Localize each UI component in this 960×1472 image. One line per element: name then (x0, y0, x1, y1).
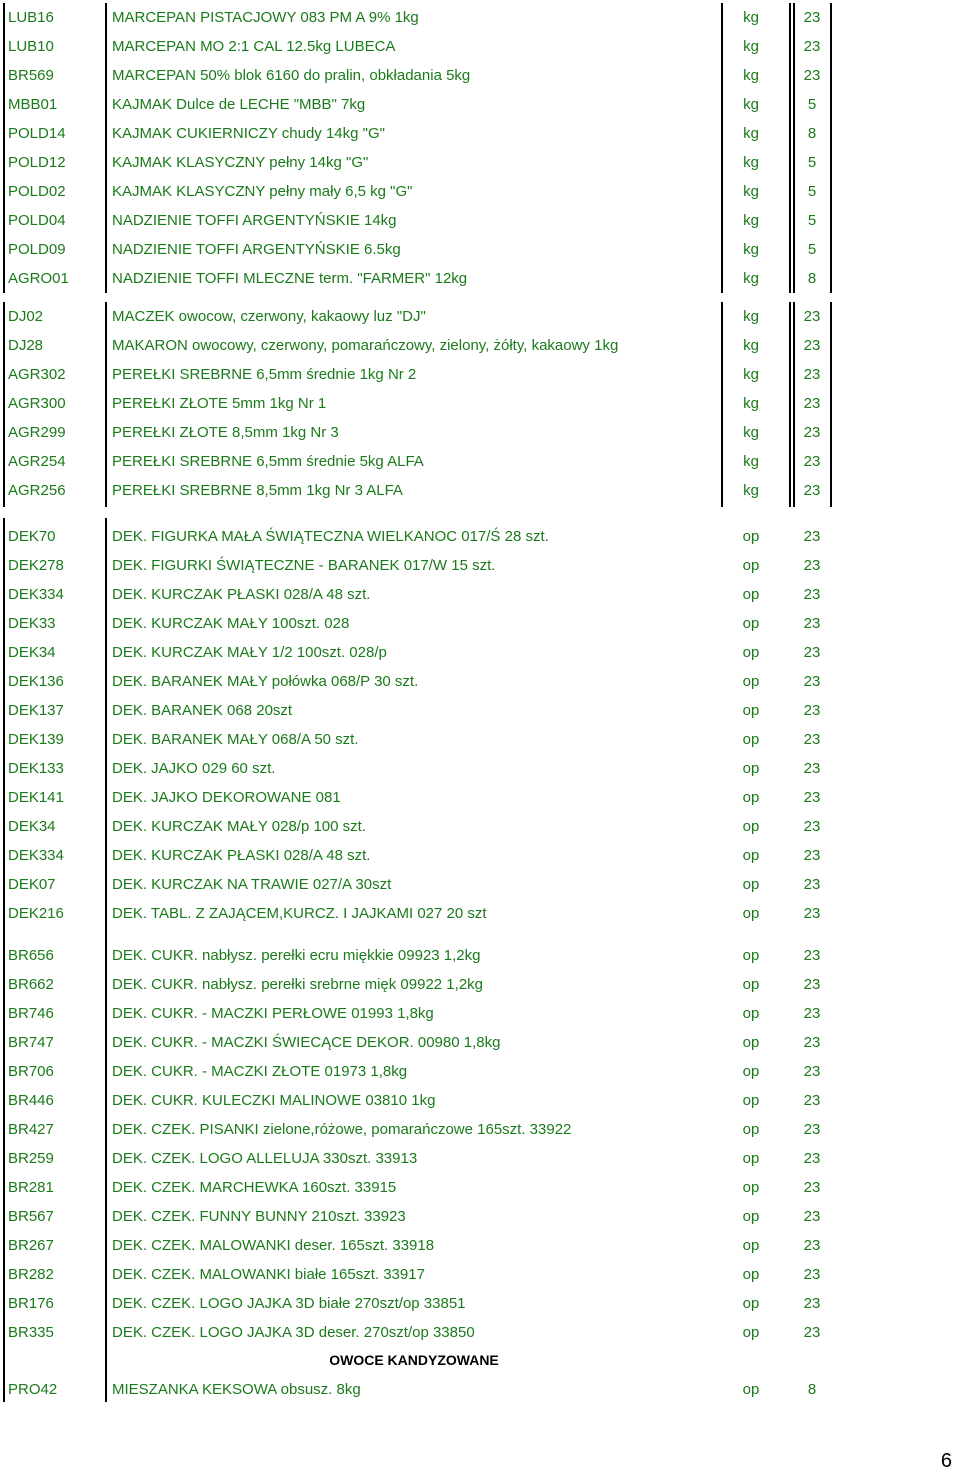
product-unit: kg (743, 154, 759, 171)
product-unit: op (742, 644, 760, 661)
product-row (0, 1173, 960, 1202)
product-unit: op (742, 847, 760, 864)
product-vat-rate: 5 (807, 212, 817, 229)
product-vat-rate: 23 (803, 615, 821, 632)
product-row (0, 1028, 960, 1057)
product-row (0, 1086, 960, 1115)
product-vat-rate: 5 (807, 183, 817, 200)
product-unit: op (742, 1092, 760, 1109)
product-code: DEK334 (8, 847, 64, 864)
product-vat-rate: 23 (803, 424, 821, 441)
product-code: DEK141 (8, 789, 64, 806)
product-description: DEK. CZEK. LOGO JAJKA 3D białe 270szt/op 33851 (112, 1295, 466, 1312)
product-unit: op (742, 615, 760, 632)
product-row (0, 331, 960, 360)
product-vat-rate: 23 (803, 702, 821, 719)
product-code: DEK33 (8, 615, 56, 632)
product-unit: kg (743, 125, 759, 142)
product-row (0, 754, 960, 783)
product-code: BR267 (8, 1237, 54, 1254)
product-unit: op (742, 1266, 760, 1283)
product-row (0, 177, 960, 206)
product-row (0, 1375, 960, 1404)
product-description: KAJMAK Dulce de LECHE "MBB" 7kg (112, 96, 366, 113)
product-description: DEK. BARANEK MAŁY połówka 068/P 30 szt. (112, 673, 419, 690)
product-row (0, 941, 960, 970)
product-vat-rate: 8 (807, 270, 817, 287)
page-number: 6 (940, 1450, 952, 1472)
product-description: DEK. KURCZAK PŁASKI 028/A 48 szt. (112, 586, 371, 603)
product-vat-rate: 23 (803, 1034, 821, 1051)
product-description: DEK. KURCZAK PŁASKI 028/A 48 szt. (112, 847, 371, 864)
product-code: DEK34 (8, 644, 56, 661)
product-description: DEK. KURCZAK MAŁY 028/p 100 szt. (112, 818, 366, 835)
product-row (0, 870, 960, 899)
product-vat-rate: 23 (803, 976, 821, 993)
product-row (0, 90, 960, 119)
product-vat-rate: 23 (803, 876, 821, 893)
product-unit: op (742, 731, 760, 748)
product-description: DEK. TABL. Z ZAJĄCEM,KURCZ. I JAJKAMI 027 20 szt (112, 905, 487, 922)
product-description: NADZIENIE TOFFI ARGENTYŃSKIE 6.5kg (112, 241, 401, 258)
product-code: AGRO01 (8, 270, 69, 287)
product-row (0, 580, 960, 609)
product-vat-rate: 23 (803, 1324, 821, 1341)
product-code: POLD02 (8, 183, 66, 200)
product-description: DEK. CZEK. LOGO JAJKA 3D deser. 270szt/op 33850 (112, 1324, 475, 1341)
product-vat-rate: 23 (803, 644, 821, 661)
product-row (0, 899, 960, 928)
product-vat-rate: 23 (803, 1208, 821, 1225)
product-code: BR656 (8, 947, 54, 964)
product-vat-rate: 5 (807, 241, 817, 258)
product-unit: op (742, 1295, 760, 1312)
product-unit: kg (743, 366, 759, 383)
product-description: KAJMAK CUKIERNICZY chudy 14kg "G" (112, 125, 385, 142)
product-code: POLD14 (8, 125, 66, 142)
product-row (0, 235, 960, 264)
product-code: AGR254 (8, 453, 66, 470)
product-vat-rate: 23 (803, 731, 821, 748)
product-description: PEREŁKI ZŁOTE 8,5mm 1kg Nr 3 (112, 424, 339, 441)
product-code: DEK139 (8, 731, 64, 748)
product-code: AGR302 (8, 366, 66, 383)
product-row (0, 360, 960, 389)
product-row (0, 389, 960, 418)
product-description: DEK. CZEK. LOGO ALLELUJA 330szt. 33913 (112, 1150, 418, 1167)
product-unit: op (742, 702, 760, 719)
product-description: DEK. CUKR. - MACZKI ZŁOTE 01973 1,8kg (112, 1063, 408, 1080)
product-vat-rate: 23 (803, 1121, 821, 1138)
product-code: BR746 (8, 1005, 54, 1022)
product-code: DEK136 (8, 673, 64, 690)
product-unit: kg (743, 96, 759, 113)
product-unit: kg (743, 270, 759, 287)
product-code: BR569 (8, 67, 54, 84)
product-description: PEREŁKI SREBRNE 6,5mm średnie 5kg ALFA (112, 453, 424, 470)
product-description: MARCEPAN PISTACJOWY 083 PM A 9% 1kg (112, 9, 419, 26)
product-unit: kg (743, 212, 759, 229)
product-code: BR281 (8, 1179, 54, 1196)
product-vat-rate: 23 (803, 789, 821, 806)
product-description: DEK. JAJKO DEKOROWANE 081 (112, 789, 341, 806)
product-unit: kg (743, 424, 759, 441)
product-description: NADZIENIE TOFFI MLECZNE term. "FARMER" 12kg (112, 270, 468, 287)
product-code: DEK34 (8, 818, 56, 835)
product-row (0, 812, 960, 841)
product-vat-rate: 23 (803, 1063, 821, 1080)
product-row (0, 551, 960, 580)
product-code: DEK70 (8, 528, 56, 545)
product-row (0, 447, 960, 476)
product-unit: op (742, 818, 760, 835)
product-description: MARCEPAN MO 2:1 CAL 12.5kg LUBECA (112, 38, 396, 55)
product-code: DJ28 (8, 337, 44, 354)
product-row (0, 264, 960, 293)
product-unit: op (742, 673, 760, 690)
product-vat-rate: 23 (803, 818, 821, 835)
product-vat-rate: 23 (803, 947, 821, 964)
product-vat-rate: 23 (803, 1266, 821, 1283)
product-vat-rate: 23 (803, 847, 821, 864)
product-vat-rate: 23 (803, 482, 821, 499)
product-vat-rate: 23 (803, 760, 821, 777)
product-vat-rate: 23 (803, 905, 821, 922)
product-description: DEK. CUKR. nabłysz. perełki ecru miękkie 09923 1,2kg (112, 947, 481, 964)
product-row (0, 696, 960, 725)
product-description: DEK. CZEK. MALOWANKI deser. 165szt. 33918 (112, 1237, 435, 1254)
product-row (0, 667, 960, 696)
product-code: DEK334 (8, 586, 64, 603)
product-description: PEREŁKI SREBRNE 8,5mm 1kg Nr 3 ALFA (112, 482, 403, 499)
product-unit: op (742, 1121, 760, 1138)
product-unit: op (742, 905, 760, 922)
product-code: BR335 (8, 1324, 54, 1341)
product-code: POLD09 (8, 241, 66, 258)
product-description: NADZIENIE TOFFI ARGENTYŃSKIE 14kg (112, 212, 397, 229)
product-code: POLD04 (8, 212, 66, 229)
product-row (0, 32, 960, 61)
product-description: DEK. BARANEK 068 20szt (112, 702, 293, 719)
product-unit: op (742, 1208, 760, 1225)
product-vat-rate: 23 (803, 337, 821, 354)
product-row (0, 522, 960, 551)
product-description: DEK. CUKR. KULECZKI MALINOWE 03810 1kg (112, 1092, 436, 1109)
product-row (0, 418, 960, 447)
product-vat-rate: 23 (803, 1295, 821, 1312)
product-code: DEK216 (8, 905, 64, 922)
product-vat-rate: 23 (803, 586, 821, 603)
product-vat-rate: 23 (803, 528, 821, 545)
product-code: POLD12 (8, 154, 66, 171)
product-description: DEK. FIGURKI ŚWIĄTECZNE - BARANEK 017/W 15 szt. (112, 557, 496, 574)
product-unit: op (742, 947, 760, 964)
product-code: BR446 (8, 1092, 54, 1109)
product-row (0, 970, 960, 999)
product-vat-rate: 23 (803, 366, 821, 383)
product-description: DEK. CZEK. MARCHEWKA 160szt. 33915 (112, 1179, 397, 1196)
product-vat-rate: 23 (803, 453, 821, 470)
product-vat-rate: 23 (803, 38, 821, 55)
product-code: DEK07 (8, 876, 56, 893)
product-row (0, 999, 960, 1028)
product-vat-rate: 23 (803, 9, 821, 26)
product-unit: op (742, 1063, 760, 1080)
product-row (0, 1144, 960, 1173)
product-code: PRO42 (8, 1381, 58, 1398)
product-vat-rate: 23 (803, 673, 821, 690)
product-vat-rate: 23 (803, 1150, 821, 1167)
product-unit: op (742, 528, 760, 545)
product-code: BR282 (8, 1266, 54, 1283)
product-description: DEK. CZEK. MALOWANKI białe 165szt. 33917 (112, 1266, 425, 1283)
product-description: DEK. CUKR. - MACZKI PERŁOWE 01993 1,8kg (112, 1005, 434, 1022)
product-code: DJ02 (8, 308, 44, 325)
product-row (0, 725, 960, 754)
product-code: DEK278 (8, 557, 64, 574)
product-vat-rate: 5 (807, 96, 817, 113)
product-unit: kg (743, 482, 759, 499)
product-code: BR567 (8, 1208, 54, 1225)
product-description: DEK. CZEK. FUNNY BUNNY 210szt. 33923 (112, 1208, 406, 1225)
product-vat-rate: 23 (803, 1005, 821, 1022)
product-code: BR176 (8, 1295, 54, 1312)
product-unit: kg (743, 308, 759, 325)
product-row (0, 783, 960, 812)
section-heading: OWOCE KANDYZOWANE (329, 1352, 499, 1368)
product-unit: kg (743, 9, 759, 26)
product-unit: op (742, 1381, 760, 1398)
product-code: BR706 (8, 1063, 54, 1080)
product-code: AGR256 (8, 482, 66, 499)
product-description: MAKARON owocowy, czerwony, pomarańczowy, zielony, żółty, kakaowy 1kg (112, 337, 619, 354)
product-vat-rate: 8 (807, 1381, 817, 1398)
product-code: LUB10 (8, 38, 54, 55)
product-row (0, 3, 960, 32)
product-description: DEK. KURCZAK MAŁY 1/2 100szt. 028/p (112, 644, 387, 661)
product-row (0, 1115, 960, 1144)
product-description: DEK. CUKR. nabłysz. perełki srebrne mięk 09922 1,2kg (112, 976, 484, 993)
product-vat-rate: 23 (803, 1092, 821, 1109)
product-vat-rate: 23 (803, 1179, 821, 1196)
product-description: MACZEK owocow, czerwony, kakaowy luz "DJ" (112, 308, 426, 325)
product-description: PEREŁKI SREBRNE 6,5mm średnie 1kg Nr 2 (112, 366, 417, 383)
product-unit: op (742, 789, 760, 806)
product-unit: kg (743, 241, 759, 258)
product-row (0, 638, 960, 667)
product-row (0, 1318, 960, 1347)
product-code: BR259 (8, 1150, 54, 1167)
product-unit: op (742, 586, 760, 603)
product-description: DEK. CZEK. PISANKI zielone,różowe, pomarańczowe 165szt. 33922 (112, 1121, 572, 1138)
product-description: DEK. KURCZAK NA TRAWIE 027/A 30szt (112, 876, 392, 893)
product-unit: op (742, 1179, 760, 1196)
product-unit: op (742, 976, 760, 993)
product-vat-rate: 23 (803, 67, 821, 84)
product-unit: op (742, 557, 760, 574)
product-unit: op (742, 876, 760, 893)
product-vat-rate: 5 (807, 154, 817, 171)
product-row (0, 148, 960, 177)
product-description: MIESZANKA KEKSOWA obsusz. 8kg (112, 1381, 361, 1398)
product-code: AGR300 (8, 395, 66, 412)
product-vat-rate: 8 (807, 125, 817, 142)
product-row (0, 1202, 960, 1231)
product-row (0, 609, 960, 638)
product-row (0, 119, 960, 148)
product-row (0, 841, 960, 870)
product-vat-rate: 23 (803, 557, 821, 574)
product-description: DEK. CUKR. - MACZKI ŚWIECĄCE DEKOR. 00980 1,8kg (112, 1034, 501, 1051)
product-unit: op (742, 1005, 760, 1022)
product-unit: kg (743, 67, 759, 84)
product-code: DEK137 (8, 702, 64, 719)
product-vat-rate: 23 (803, 395, 821, 412)
product-row (0, 302, 960, 331)
product-vat-rate: 23 (803, 1237, 821, 1254)
product-code: AGR299 (8, 424, 66, 441)
product-description: DEK. KURCZAK MAŁY 100szt. 028 (112, 615, 350, 632)
product-row (0, 1057, 960, 1086)
product-row (0, 1260, 960, 1289)
product-row (0, 206, 960, 235)
product-unit: op (742, 1237, 760, 1254)
product-unit: op (742, 1324, 760, 1341)
product-unit: kg (743, 395, 759, 412)
product-unit: op (742, 1150, 760, 1167)
product-unit: op (742, 1034, 760, 1051)
product-code: BR427 (8, 1121, 54, 1138)
product-code: DEK133 (8, 760, 64, 777)
product-code: MBB01 (8, 96, 58, 113)
product-description: DEK. FIGURKA MAŁA ŚWIĄTECZNA WIELKANOC 017/Ś 28 szt. (112, 528, 549, 545)
product-description: PEREŁKI ZŁOTE 5mm 1kg Nr 1 (112, 395, 327, 412)
product-unit: kg (743, 453, 759, 470)
product-unit: kg (743, 183, 759, 200)
product-code: BR747 (8, 1034, 54, 1051)
product-unit: kg (743, 38, 759, 55)
product-row (0, 1289, 960, 1318)
product-row (0, 476, 960, 505)
product-description: KAJMAK KLASYCZNY pełny 14kg "G" (112, 154, 369, 171)
product-unit: op (742, 760, 760, 777)
product-row (0, 61, 960, 90)
product-vat-rate: 23 (803, 308, 821, 325)
product-description: KAJMAK KLASYCZNY pełny mały 6,5 kg "G" (112, 183, 413, 200)
product-unit: kg (743, 337, 759, 354)
product-description: DEK. JAJKO 029 60 szt. (112, 760, 276, 777)
product-code: LUB16 (8, 9, 54, 26)
product-row (0, 1231, 960, 1260)
product-code: BR662 (8, 976, 54, 993)
product-description: DEK. BARANEK MAŁY 068/A 50 szt. (112, 731, 359, 748)
product-description: MARCEPAN 50% blok 6160 do pralin, obkładania 5kg (112, 67, 471, 84)
